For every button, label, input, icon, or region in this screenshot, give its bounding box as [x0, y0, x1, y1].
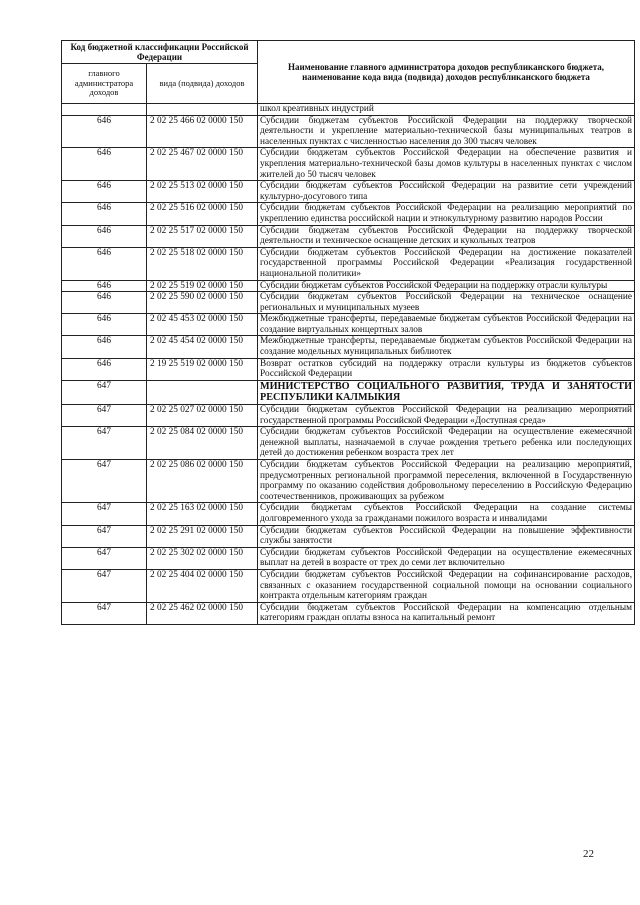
revenue-code-cell: 2 02 25 518 02 0000 150 — [147, 247, 258, 280]
table-body — [62, 104, 635, 625]
table-row — [62, 203, 635, 225]
table-row — [62, 380, 635, 404]
revenue-name-cell: МИНИСТЕРСТВО СОЦИАЛЬНОГО РАЗВИТИЯ, ТРУДА И ЗАНЯТОСТИ РЕСПУБЛИКИ КАЛМЫКИЯ — [258, 380, 635, 404]
revenue-name-cell: Субсидии бюджетам субъектов Российской Федерации на создание системы долговременного ухода за гражданами пожилого возраста и инвалидами — [258, 503, 635, 525]
revenue-code-cell: 2 19 25 519 02 0000 150 — [147, 358, 258, 380]
table-row — [62, 358, 635, 380]
table-row — [62, 602, 635, 624]
admin-code-cell: 647 — [62, 569, 147, 602]
table-row — [62, 292, 635, 314]
revenue-code-cell — [147, 380, 258, 404]
revenue-code-cell: 2 02 25 590 02 0000 150 — [147, 292, 258, 314]
revenue-code-cell: 2 02 25 404 02 0000 150 — [147, 569, 258, 602]
admin-code-cell: 646 — [62, 280, 147, 292]
table-row — [62, 314, 635, 336]
admin-code-cell: 647 — [62, 380, 147, 404]
budget-codes-table — [61, 40, 635, 625]
document-page — [61, 40, 634, 625]
revenue-name-cell: Субсидии бюджетам субъектов Российской Федерации на поддержку отрасли культуры — [258, 280, 635, 292]
admin-code-cell: 647 — [62, 460, 147, 503]
revenue-name-cell: Субсидии бюджетам субъектов Российской Федерации на осуществление ежемесячных выплат на детей в возрасте от трех до семи лет включительно — [258, 547, 635, 569]
table-row — [62, 148, 635, 181]
revenue-name-cell: Субсидии бюджетам субъектов Российской Федерации на поддержку творческой деятельности и укрепление материально-технической базы муниципальных театров в населенных пунктах с численностью населения до 300 тысяч человек — [258, 115, 635, 148]
revenue-name-cell: Субсидии бюджетам субъектов Российской Федерации на поддержку творческой деятельности и техническое оснащение детских и кукольных театров — [258, 225, 635, 247]
revenue-name-cell: Субсидии бюджетам субъектов Российской Федерации на реализацию мероприятий государственной программы Российской Федерации «Доступная среда» — [258, 405, 635, 427]
revenue-code-cell: 2 02 25 519 02 0000 150 — [147, 280, 258, 292]
table-row — [62, 247, 635, 280]
table-row — [62, 503, 635, 525]
admin-code-cell: 646 — [62, 292, 147, 314]
admin-code-cell: 647 — [62, 503, 147, 525]
header-admin: главного администратора доходов — [62, 64, 147, 104]
revenue-name-cell: Субсидии бюджетам субъектов Российской Федерации на софинансирование расходов, связанных с оказанием государственной социальной помощи на основании социального контракта отдельным категориям граждан — [258, 569, 635, 602]
admin-code-cell: 647 — [62, 427, 147, 460]
admin-code-cell: 647 — [62, 405, 147, 427]
revenue-name-cell: Субсидии бюджетам субъектов Российской Федерации на развитие сети учреждений культурно-досугового типа — [258, 181, 635, 203]
revenue-name-cell: школ креативных индустрий — [258, 104, 635, 116]
admin-code-cell: 646 — [62, 148, 147, 181]
revenue-code-cell: 2 02 25 513 02 0000 150 — [147, 181, 258, 203]
admin-code-cell: 646 — [62, 314, 147, 336]
admin-code-cell: 647 — [62, 547, 147, 569]
revenue-code-cell: 2 02 25 163 02 0000 150 — [147, 503, 258, 525]
header-type: вида (подвида) доходов — [147, 64, 258, 104]
revenue-name-cell: Субсидии бюджетам субъектов Российской Федерации на достижение показателей государственной программы Российской Федерации «Реализация государственной национальной политики» — [258, 247, 635, 280]
table-row — [62, 104, 635, 116]
revenue-code-cell: 2 02 25 462 02 0000 150 — [147, 602, 258, 624]
revenue-name-cell: Межбюджетные трансферты, передаваемые бюджетам субъектов Российской Федерации на создание виртуальных концертных залов — [258, 314, 635, 336]
admin-code-cell: 646 — [62, 181, 147, 203]
admin-code-cell — [62, 104, 147, 116]
table-row — [62, 405, 635, 427]
table-row — [62, 460, 635, 503]
admin-code-cell: 646 — [62, 336, 147, 358]
revenue-code-cell: 2 02 25 516 02 0000 150 — [147, 203, 258, 225]
revenue-code-cell: 2 02 25 291 02 0000 150 — [147, 525, 258, 547]
revenue-code-cell: 2 02 25 027 02 0000 150 — [147, 405, 258, 427]
revenue-name-cell: Межбюджетные трансферты, передаваемые бюджетам субъектов Российской Федерации на создание модельных муниципальных библиотек — [258, 336, 635, 358]
revenue-name-cell: Субсидии бюджетам субъектов Российской Федерации на компенсацию отдельным категориям граждан оплаты взноса на капитальный ремонт — [258, 602, 635, 624]
revenue-code-cell: 2 02 25 466 02 0000 150 — [147, 115, 258, 148]
revenue-code-cell: 2 02 25 086 02 0000 150 — [147, 460, 258, 503]
admin-code-cell: 646 — [62, 203, 147, 225]
page-number: 22 — [583, 848, 594, 860]
admin-code-cell: 646 — [62, 358, 147, 380]
table-row — [62, 427, 635, 460]
revenue-code-cell: 2 02 25 302 02 0000 150 — [147, 547, 258, 569]
header-code-group: Код бюджетной классификации Российской Федерации — [62, 41, 258, 64]
revenue-code-cell: 2 02 45 454 02 0000 150 — [147, 336, 258, 358]
revenue-name-cell: Субсидии бюджетам субъектов Российской Федерации на реализацию мероприятий по укреплению единства российской нации и этнокультурному развитию народов России — [258, 203, 635, 225]
revenue-name-cell: Субсидии бюджетам субъектов Российской Федерации на обеспечение развития и укрепления материально-технической базы домов культуры в населенных пунктах с числом жителей до 50 тысяч человек — [258, 148, 635, 181]
admin-code-cell: 646 — [62, 115, 147, 148]
revenue-name-cell: Возврат остатков субсидий на поддержку отрасли культуры из бюджетов субъектов Российской Федерации — [258, 358, 635, 380]
header-name: Наименование главного администратора доходов республиканского бюджета, наименование кода вида (подвида) доходов республиканского бюджета — [258, 41, 635, 104]
table-row — [62, 525, 635, 547]
table-row — [62, 569, 635, 602]
table-row — [62, 547, 635, 569]
table-header — [62, 41, 635, 104]
revenue-name-cell: Субсидии бюджетам субъектов Российской Федерации на осуществление ежемесячной денежной выплаты, назначаемой в случае рождения третьего ребенка или последующих детей до достижения ребенком возраста трех лет — [258, 427, 635, 460]
admin-code-cell: 647 — [62, 525, 147, 547]
revenue-name-cell: Субсидии бюджетам субъектов Российской Федерации на повышение эффективности службы занятости — [258, 525, 635, 547]
revenue-code-cell: 2 02 45 453 02 0000 150 — [147, 314, 258, 336]
table-row — [62, 336, 635, 358]
revenue-code-cell — [147, 104, 258, 116]
admin-code-cell: 647 — [62, 602, 147, 624]
table-row — [62, 225, 635, 247]
revenue-code-cell: 2 02 25 517 02 0000 150 — [147, 225, 258, 247]
admin-code-cell: 646 — [62, 247, 147, 280]
revenue-code-cell: 2 02 25 084 02 0000 150 — [147, 427, 258, 460]
revenue-name-cell: Субсидии бюджетам субъектов Российской Федерации на реализацию мероприятий, предусмотренных региональной программой переселения, включенной в Государственную программу по оказанию содействия добровольному переселению в Российскую Федерацию соотечественников, проживающих за рубежом — [258, 460, 635, 503]
table-row — [62, 181, 635, 203]
revenue-code-cell: 2 02 25 467 02 0000 150 — [147, 148, 258, 181]
revenue-name-cell: Субсидии бюджетам субъектов Российской Федерации на техническое оснащение региональных и муниципальных музеев — [258, 292, 635, 314]
admin-code-cell: 646 — [62, 225, 147, 247]
table-row — [62, 115, 635, 148]
table-row — [62, 280, 635, 292]
